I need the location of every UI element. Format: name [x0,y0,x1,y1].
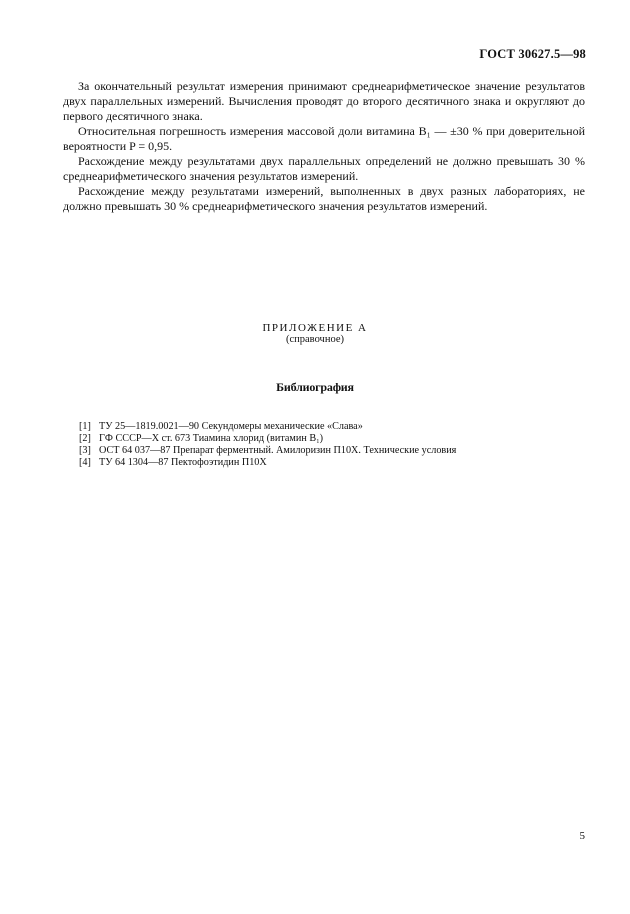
appendix-subtitle: (справочное) [286,334,344,345]
reference-number: [2] [79,433,91,444]
paragraph-final-result: За окончательный результат измерения принимают среднеарифметическое значение результатов двух параллельных измерений. Вычисления проводят до второго десятичного знака и округляют до первого десятичного знака. [63,79,585,123]
reference-text: ГФ СССР—X ст. 673 Тиамина хлорид (витамин B₁) [99,433,324,444]
bibliography-item [79,421,579,433]
document-header: ГОСТ 30627.5—98 [479,47,586,61]
paragraph-parallel-discrepancy: Расхождение между результатами двух параллельных определений не должно превышать 30 % среднеарифметического значения результатов измерений. [63,154,585,183]
paragraph-interlab-discrepancy: Расхождение между результатами измерений, выполненных в двух разных лабораториях, не должно превышать 30 % среднеарифметического значения результатов измерений. [63,184,585,213]
reference-number: [3] [79,445,91,456]
bibliography-item [79,433,579,445]
bibliography-item [79,457,579,469]
appendix-title: ПРИЛОЖЕНИЕ А [262,322,368,334]
reference-text: ТУ 64 1304—87 Пектофоэтидин П10Х [99,457,267,468]
bibliography-list [79,421,579,469]
bibliography-item [79,445,579,457]
reference-number: [1] [79,421,91,432]
body-text [63,79,585,214]
reference-text: ТУ 25—1819.0021—90 Секундомеры механические «Слава» [99,421,363,432]
page-number: 5 [579,830,585,842]
reference-text: ОСТ 64 037—87 Препарат ферментный. Амилоризин П10Х. Технические условия [99,445,457,456]
paragraph-relative-error: Относительная погрешность измерения массовой доли витамина B₁ — ±30 % при доверительной вероятности P = 0,95. [63,124,585,153]
reference-number: [4] [79,457,91,468]
bibliography-heading: Библиография [276,380,354,394]
